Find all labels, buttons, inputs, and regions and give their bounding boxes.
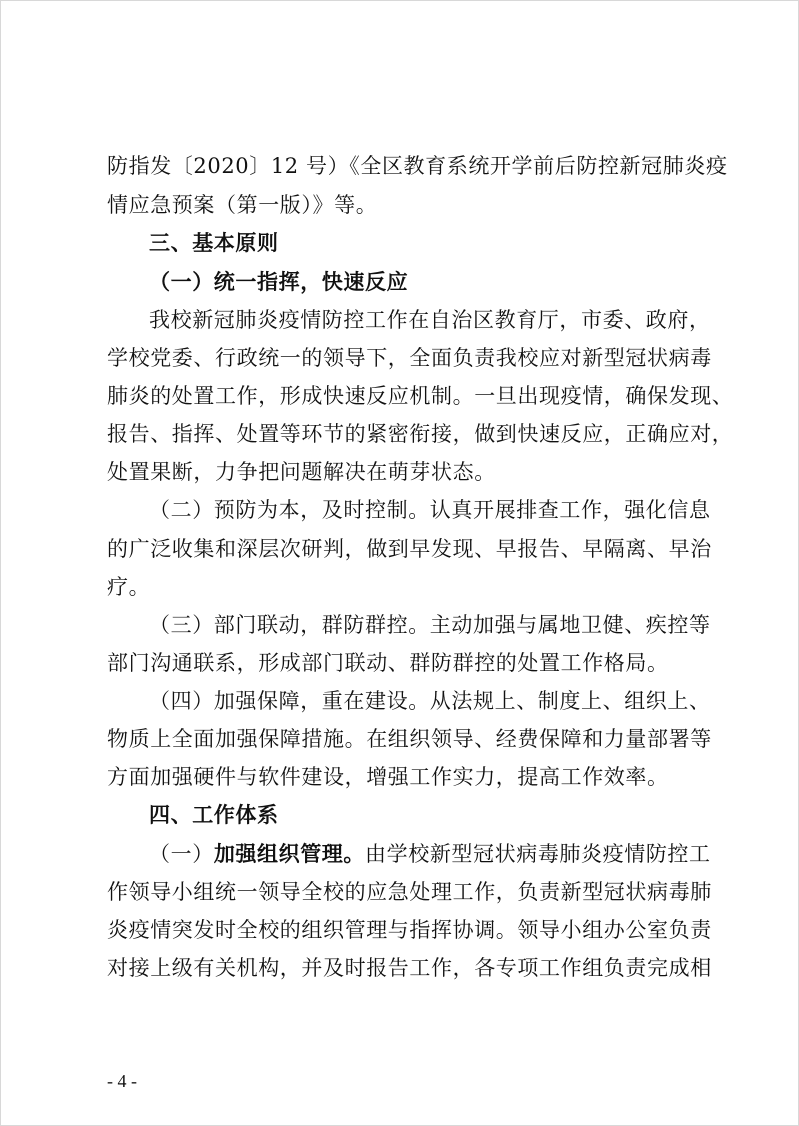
body-line: 报告、指挥、处置等环节的紧密衔接，做到快速反应，正确应对，: [107, 422, 734, 446]
body-line: 对接上级有关机构，并及时报告工作，各专项工作组负责完成相: [107, 956, 712, 980]
subheading-unified-command: （一）统一指挥，快速反应: [149, 270, 409, 294]
body-line: 学校党委、行政统一的领导下，全面负责我校应对新型冠状病毒: [107, 346, 712, 370]
body-line: （三）部门联动，群防群控。主动加强与属地卫健、疾控等: [149, 613, 711, 637]
body-line: 情应急预案（第一版）》等。: [107, 193, 378, 217]
body-line-mixed: [149, 839, 711, 869]
body-line: （四）加强保障，重在建设。从法规上、制度上、组织上、: [149, 689, 711, 713]
body-line: 部门沟通联系，形成部门联动、群防群控的处置工作格局。: [107, 651, 669, 675]
body-line: 方面加强硬件与软件建设，增强工作实力，提高工作效率。: [107, 765, 669, 789]
body-line: 炎疫情突发时全校的组织管理与指挥协调。领导小组办公室负责: [107, 918, 712, 942]
body-line: （二）预防为本，及时控制。认真开展排查工作，强化信息: [149, 498, 711, 522]
section-heading-work-system: 四、工作体系: [149, 803, 279, 827]
page-number: - 4 -: [107, 1071, 137, 1091]
body-line: 防指发〔2020〕12 号）《全区教育系统开学前后防控新冠肺炎疫: [107, 154, 728, 178]
item-number: （一）: [149, 842, 214, 866]
item-text: 由学校新型冠状病毒肺炎疫情防控工: [365, 842, 711, 866]
body-line: 肺炎的处置工作，形成快速反应机制。一旦出现疫情，确保发现、: [107, 384, 734, 408]
body-line: 处置果断，力争把问题解决在萌芽状态。: [107, 460, 496, 484]
section-heading-principles: 三、基本原则: [149, 231, 279, 255]
body-line: 物质上全面加强保障措施。在组织领导、经费保障和力量部署等: [107, 727, 712, 751]
item-title: 加强组织管理。: [213, 841, 366, 866]
body-line: 疗。: [107, 575, 151, 599]
body-line: 的广泛收集和深层次研判，做到早发现、早报告、早隔离、早治: [107, 537, 712, 561]
body-line: 我校新冠肺炎疫情防控工作在自治区教育厅，市委、政府，: [149, 308, 711, 332]
body-line: 作领导小组统一领导全校的应急处理工作，负责新型冠状病毒肺: [107, 880, 712, 904]
